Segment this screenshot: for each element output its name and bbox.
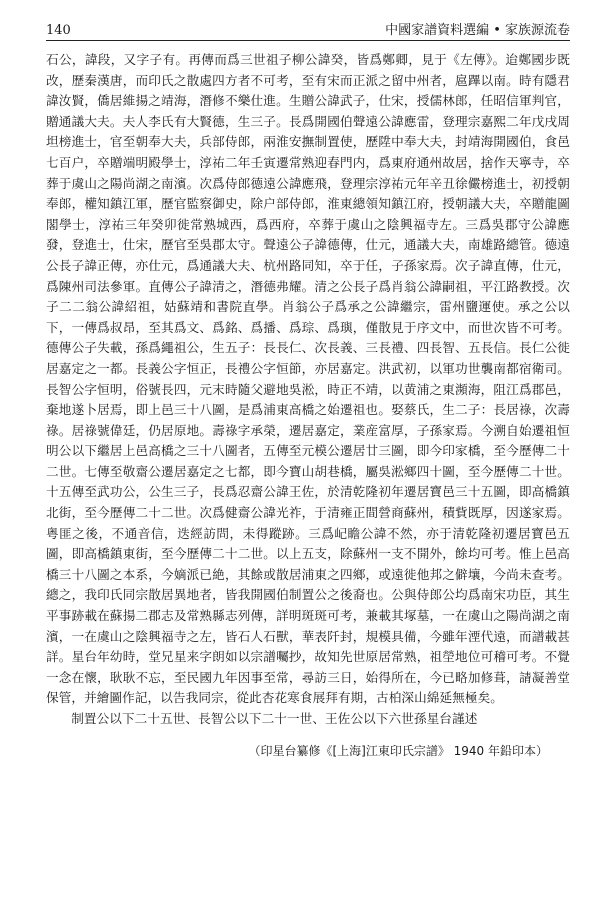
main-paragraph: 石公，諱段，又字子有。再傳而爲三世祖子柳公諱癸，皆爲鄭卿，見于《左傳》。迨鄭國步既改，歷秦漢唐，而印氏之散處四方者不可考，至有宋而正派之留中州者，扈蹕以南。時有隱君諱汝賢，僑居維揚之靖海，潛修不樂仕進。生贈公諱武子，仕宋，授儒林郎，任昭信軍判官，贈通議大夫。夫人李氏有大賢德，生三子。長爲開國伯聲遠公諱應雷，登理宗嘉熙二年戊戌周坦榜進士，官至朝奉大夫，兵部侍郎，兩淮安撫制置使，歷陞中奉大夫，封靖海開國伯，食邑七百户，卒贈端明殿學士，淳祐二年壬寅遷常熟迎春門内，爲東府通州故居，捨作天寧寺，卒葬于虞山之陽尚湖之南濱。次爲侍郎德遠公諱應飛，登理宗淳祐元年辛丑徐儼榜進士，初授朝奉郎，權知鎮江軍，歷官監察御史，除户部侍郎，淮東總領知鎮江府，授朝議大夫，卒贈龍圖閣學士，淳祐三年癸卯徙常熟城西，爲西府，卒葬于虞山之陰興福寺左。三爲吳郡守公諱應發，登進士，仕宋，歷官至吳郡太守。聲遠公子諱德傳，仕元，通議大夫，南雄路總管。德遠公長子諱正傳，亦仕元，爲通議大夫、杭州路同知，卒于任，子孫家焉。次子諱直傳，仕元，爲陳州司法參軍。直傳公子諱清之，潛德弗耀。清之公長子爲肖翁公諱嗣祖，平江路教授。次子二二翁公諱紹祖，姑蘇靖和書院直學。肖翁公子爲承之公諱繼宗，雷州鹽運使。承之公以下，一傳爲叔昂，至其爲文、爲銘、爲播、爲琮、爲璵，僅散見于序文中，而世次皆不可考。德傳公子失載，孫爲繩祖公，生五子：長長仁、次長義、三長禮、四長智、五長信。長仁公徙居嘉定之一都。長義公字恒正，長禮公字恒節，亦居嘉定。洪武初，以軍功世襲南都宿衛司。長智公字恒明，俗號長四，元末時隨父避地吳淞，時正不靖，以黄浦之東瀕海，阻江爲郡邑，棄地遂卜居焉，即上邑三十八圖，是爲浦東高橋之始遷祖也。娶蔡氏，生二子：長居祿，次壽祿。居祿號偉廷，仍居原地。壽祿字承榮，遷居嘉定，業産富厚，子孫家焉。今溯自始遷祖恒明公以下繼居上邑高橋之三十八圖者，五傳至元模公遷居廿三圖，即今印家橋，至今歷傳二十二世。七傳至敬齋公遷居嘉定之七都，即今寶山胡巷橋，屬吳淞鄉四十圖，至今歷傳二十世。十五傳至武功公，公生三子，長爲忍齋公諱王佐，於清乾隆初年遷居寶邑三十五圖，即高橋鎮北街，至今歷傳二十二世。次爲健齋公諱光祚，于清雍正間營商蘇州，積貲既厚，因遂家焉。粤匪之後，不通音信，迭經訪問，未得蹤跡。三爲屺瞻公諱不然，亦于清乾隆初遷居寶邑五圖，即高橋鎮東街，至今歷傳二十二世。以上五支，除蘇州一支不開外，餘均可考。惟上邑高橋三十八圖之本系，今嫡派已絶，其餘或散居浦東之四鄉，或遠徙他邦之僻壤，今尚未查考。總之，我印氏同宗散居異地者，皆我開國伯制置公之後裔也。公與侍郎公均爲南宋功臣，其生平事跡載在蘇揚二郡志及常熟縣志列傳，詳明斑斑可考，兼載其塚墓，一在虞山之陽尚湖之南濱，一在虞山之陰興福寺之左，皆石人石獸，華表阡封，規模具備，今雖年湮代遠，而譜載甚詳。星台年幼時，堂兄星来字朗如以宗譜囑抄，故知先世原居常熟，祖塋地位可稽可考。不覺一念在懷，耿耿不忘，至民國九年因事至常，尋訪三日，始得所在，今已略加修葺，請凝善堂保管，并繪圖作記，以告我同宗，從此杏花寒食展拜有期，古柏深山綿延無極矣。 [46,52,570,706]
source-citation: （印星台纂修《[上海]江東印氏宗譜》 1940 年鉛印本） [248,744,548,758]
book-title: 中國家譜資料選編 • 家族源流卷 [385,23,570,38]
page-number: 140 [46,23,71,38]
header-rule [46,40,570,41]
main-text-block [46,50,570,730]
closing-line: 制置公以下二十五世、長智公以下二十一世、王佐公以下六世孫星台謹述 [71,711,478,726]
running-header [46,14,570,38]
